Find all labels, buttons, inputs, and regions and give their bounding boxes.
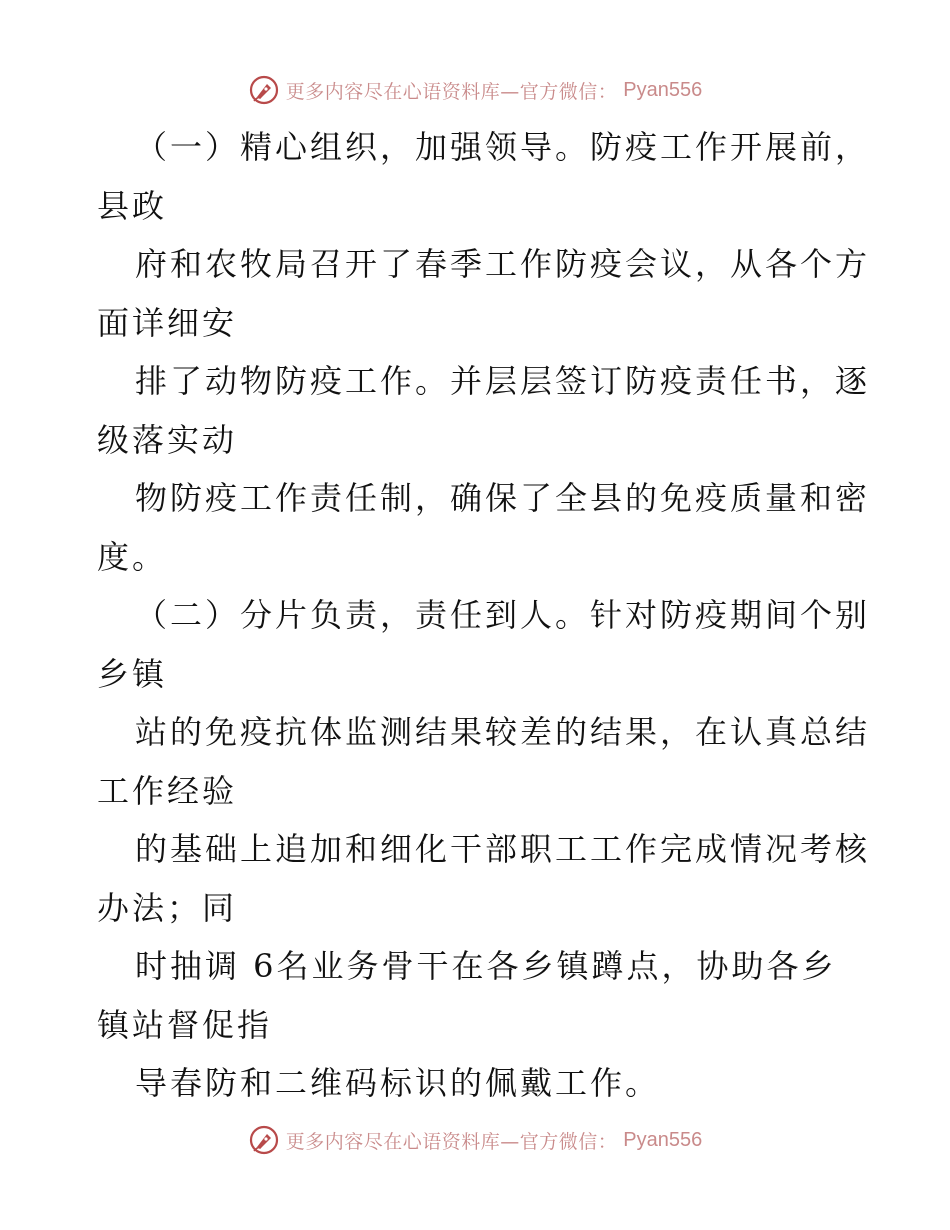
text-line: 办法；同 xyxy=(97,888,238,927)
text-line: 府和农牧局召开了春季工作防疫会议，从各个方 xyxy=(135,245,871,283)
text-line: 排了动物防疫工作。并层层签订防疫责任书，逐 xyxy=(135,362,871,400)
text-line: 时抽调 6名业务骨干在各乡镇蹲点，协助各乡 xyxy=(135,947,837,985)
document-body xyxy=(97,118,871,1113)
text-line: 面详细安 xyxy=(97,303,238,342)
pen-nib-logo-icon xyxy=(248,1124,280,1156)
header-banner xyxy=(0,70,950,110)
text-line: 级落实动 xyxy=(97,420,238,459)
wechat-id: Pyan556 xyxy=(623,1128,703,1151)
text-line: （二）分片负责，责任到人。针对防疫期间个别 xyxy=(135,596,871,634)
text-line: 站的免疫抗体监测结果较差的结果，在认真总结 xyxy=(135,713,871,751)
banner-text: 更多内容尽在心语资料库—官方微信： xyxy=(285,1130,618,1153)
text-line: 物防疫工作责任制，确保了全县的免疫质量和密 xyxy=(135,479,871,517)
text-line: 的基础上追加和细化干部职工工作完成情况考核 xyxy=(135,830,871,868)
text-line: 工作经验 xyxy=(97,771,238,810)
pen-nib-logo-icon xyxy=(248,74,280,106)
footer-banner xyxy=(0,1120,950,1160)
wechat-id: Pyan556 xyxy=(623,78,703,101)
text-line: 县政 xyxy=(97,186,168,225)
text-line: 导春防和二维码标识的佩戴工作。 xyxy=(135,1064,661,1102)
text-line: （一）精心组织，加强领导。防疫工作开展前， xyxy=(135,128,871,166)
text-line: 镇站督促指 xyxy=(97,1005,273,1044)
text-line: 乡镇 xyxy=(97,654,168,693)
banner-text: 更多内容尽在心语资料库—官方微信： xyxy=(285,80,618,103)
text-line: 度。 xyxy=(97,537,168,576)
